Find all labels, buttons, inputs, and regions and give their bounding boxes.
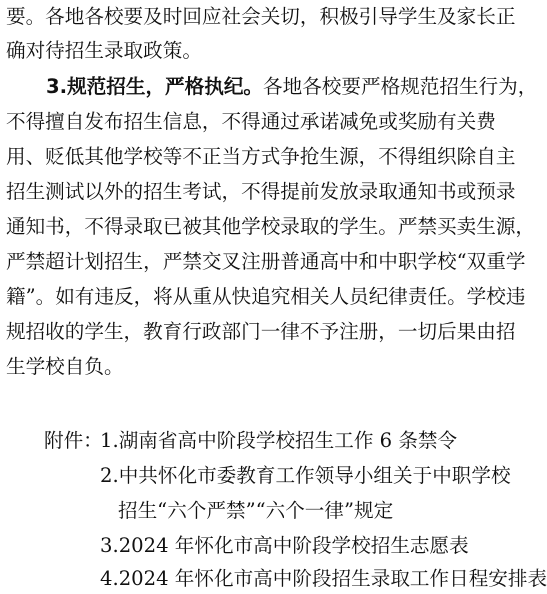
paragraph-line: 确对待招生录取政策。 (6, 39, 202, 62)
paragraph-line: 招生测试以外的招生考试，不得提前发放录取通知书或预录 (6, 180, 516, 203)
section-heading: 3.规范招生，严格执纪。 (46, 75, 264, 98)
paragraph-text: 各地各校要严格规范招生行为， (263, 75, 538, 98)
paragraph-line: 通知书，不得录取已被其他学校录取的学生。严禁买卖生源， (6, 215, 536, 238)
paragraph-line: 用、贬低其他学校等不正当方式争抢生源，不得组织除自主 (6, 145, 516, 168)
attachment-item-continuation: 招生“六个严禁”“六个一律”规定 (118, 499, 394, 522)
paragraph-first-line (46, 72, 538, 102)
attachment-item: 4.2024 年怀化市高中阶段招生录取工作日程安排表 (100, 567, 547, 590)
paragraph-line: 规招收的学生，教育行政部门一律不予注册，一切后果由招 (6, 320, 516, 343)
attachments-label: 附件： (44, 429, 103, 452)
paragraph-line: 严禁超计划招生，严禁交叉注册普通高中和中职学校“双重学 (6, 250, 526, 273)
paragraph-line: 籍”。如有违反，将从重从快追究相关人员纪律责任。学校违 (6, 285, 526, 308)
attachment-item: 3.2024 年怀化市高中阶段学校招生志愿表 (100, 534, 469, 557)
paragraph-line: 不得擅自发布招生信息，不得通过承诺减免或奖励有关费 (6, 110, 496, 133)
paragraph-line: 生学校自负。 (6, 355, 124, 378)
attachment-item: 2.中共怀化市委教育工作领导小组关于中职学校 (100, 464, 511, 487)
attachment-item: 1.湖南省高中阶段学校招生工作 6 条禁令 (100, 429, 458, 452)
paragraph-line: 要。各地各校要及时回应社会关切，积极引导学生及家长正 (6, 5, 516, 28)
